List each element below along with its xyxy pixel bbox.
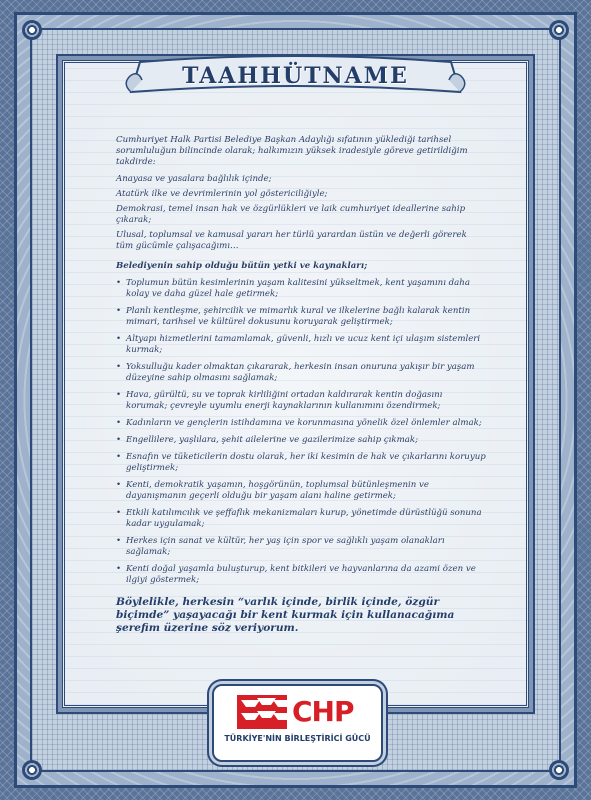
principle-line: Ulusal, toplumsal ve kamusal yararı her türlü yarardan üstün ve değerli görerek tüm gücümle çalışacağımı… (116, 230, 467, 251)
section-heading: Belediyenin sahip olduğu bütün yetki ve kaynakları; (116, 261, 368, 271)
commitment-list (116, 278, 486, 586)
list-item: • Planlı kentleşme, şehircilik ve mimarlık kural ve ilkelerine bağlı kalarak kentin mimari, tarihsel ve kültürel dokusunu koruyarak geliştirmek; (116, 306, 486, 328)
document-title: TAAHHÜTNAME (182, 63, 409, 89)
corner-rosette-icon (22, 760, 42, 780)
closing-statement: Böylelikle, herkesin “varlık içinde, birlik içinde, özgür biçimde” yaşayacağı bir kent kurmak için kullanacağıma şerefim üzerine söz veriyorum. (116, 596, 455, 634)
principle-line: Anayasa ve yasalara bağlılık içinde; (116, 174, 272, 184)
corner-rosette-icon (22, 20, 42, 40)
list-item: • Engellilere, yaşlılara, şehit ailelerine ve gazilerimize sahip çıkmak; (116, 435, 486, 446)
list-item: • Herkes için sanat ve kültür, her yaş için spor ve sağlıklı yaşam olanakları sağlamak; (116, 536, 486, 558)
principle-line: Atatürk ilke ve devrimlerinin yol göstericiliğiyle; (116, 189, 328, 199)
principle-line: Demokrasi, temel insan hak ve özgürlükleri ve laik cumhuriyet ideallerine sahip çıkarak; (116, 204, 466, 225)
list-item: • Toplumun bütün kesimlerinin yaşam kalitesini yükseltmek, kent yaşamını daha kolay ve daha güzel hale getirmek; (116, 278, 486, 300)
party-slogan: TÜRKİYE'NİN BİRLEŞTİRİCİ GÜCÜ (224, 734, 371, 743)
corner-rosette-icon (549, 760, 569, 780)
list-item: • Etkili katılımcılık ve şeffaflık mekanizmaları kurup, yönetimde dürüstlüğü sonuna kadar uygulamak; (116, 508, 486, 530)
list-item: • Kenti doğal yaşamla buluşturup, kent bitkileri ve hayvanlarına da azami özen ve ilgiyi göstermek; (116, 564, 486, 586)
list-item: • Altyapı hizmetlerini tamamlamak, güvenli, hızlı ve ucuz kent içi ulaşım sistemleri kurmak; (116, 334, 486, 356)
list-item: • Kenti, demokratik yaşamın, hoşgörünün, toplumsal bütünleşmenin ve dayanışmanın geçerli olduğu bir yaşam alanı haline getirmek; (116, 480, 486, 502)
list-item: • Yoksulluğu kader olmaktan çıkararak, herkesin insan onuruna yakışır bir yaşam düzeyine sahip olmasını sağlamak; (116, 362, 486, 384)
document-body (116, 135, 486, 639)
list-item: • Kadınların ve gençlerin istihdamına ve korunmasına yönelik özel önlemler almak; (116, 418, 486, 429)
list-item: • Hava, gürültü, su ve toprak kirliliğini ortadan kaldırarak kentin doğasını korumak; çevreyle uyumlu enerji kaynaklarının kullanımını özendirmek; (116, 390, 486, 412)
logo-wordmark: CHP (292, 695, 354, 728)
six-arrows-flag-icon (237, 695, 287, 729)
party-logo (212, 684, 383, 762)
title-banner (120, 54, 471, 104)
corner-rosette-icon (549, 20, 569, 40)
intro-paragraph: Cumhuriyet Halk Partisi Belediye Başkan Adaylığı sıfatının yüklediği tarihsel sorumluluğun bilincinde olarak; halkımızın yüksek iradesiyle göreve getirildiğim takdirde: (116, 135, 468, 167)
list-item: • Esnafın ve tüketicilerin dostu olarak, her iki kesimin de hak ve çıkarlarını koruyup geliştirmek; (116, 452, 486, 474)
